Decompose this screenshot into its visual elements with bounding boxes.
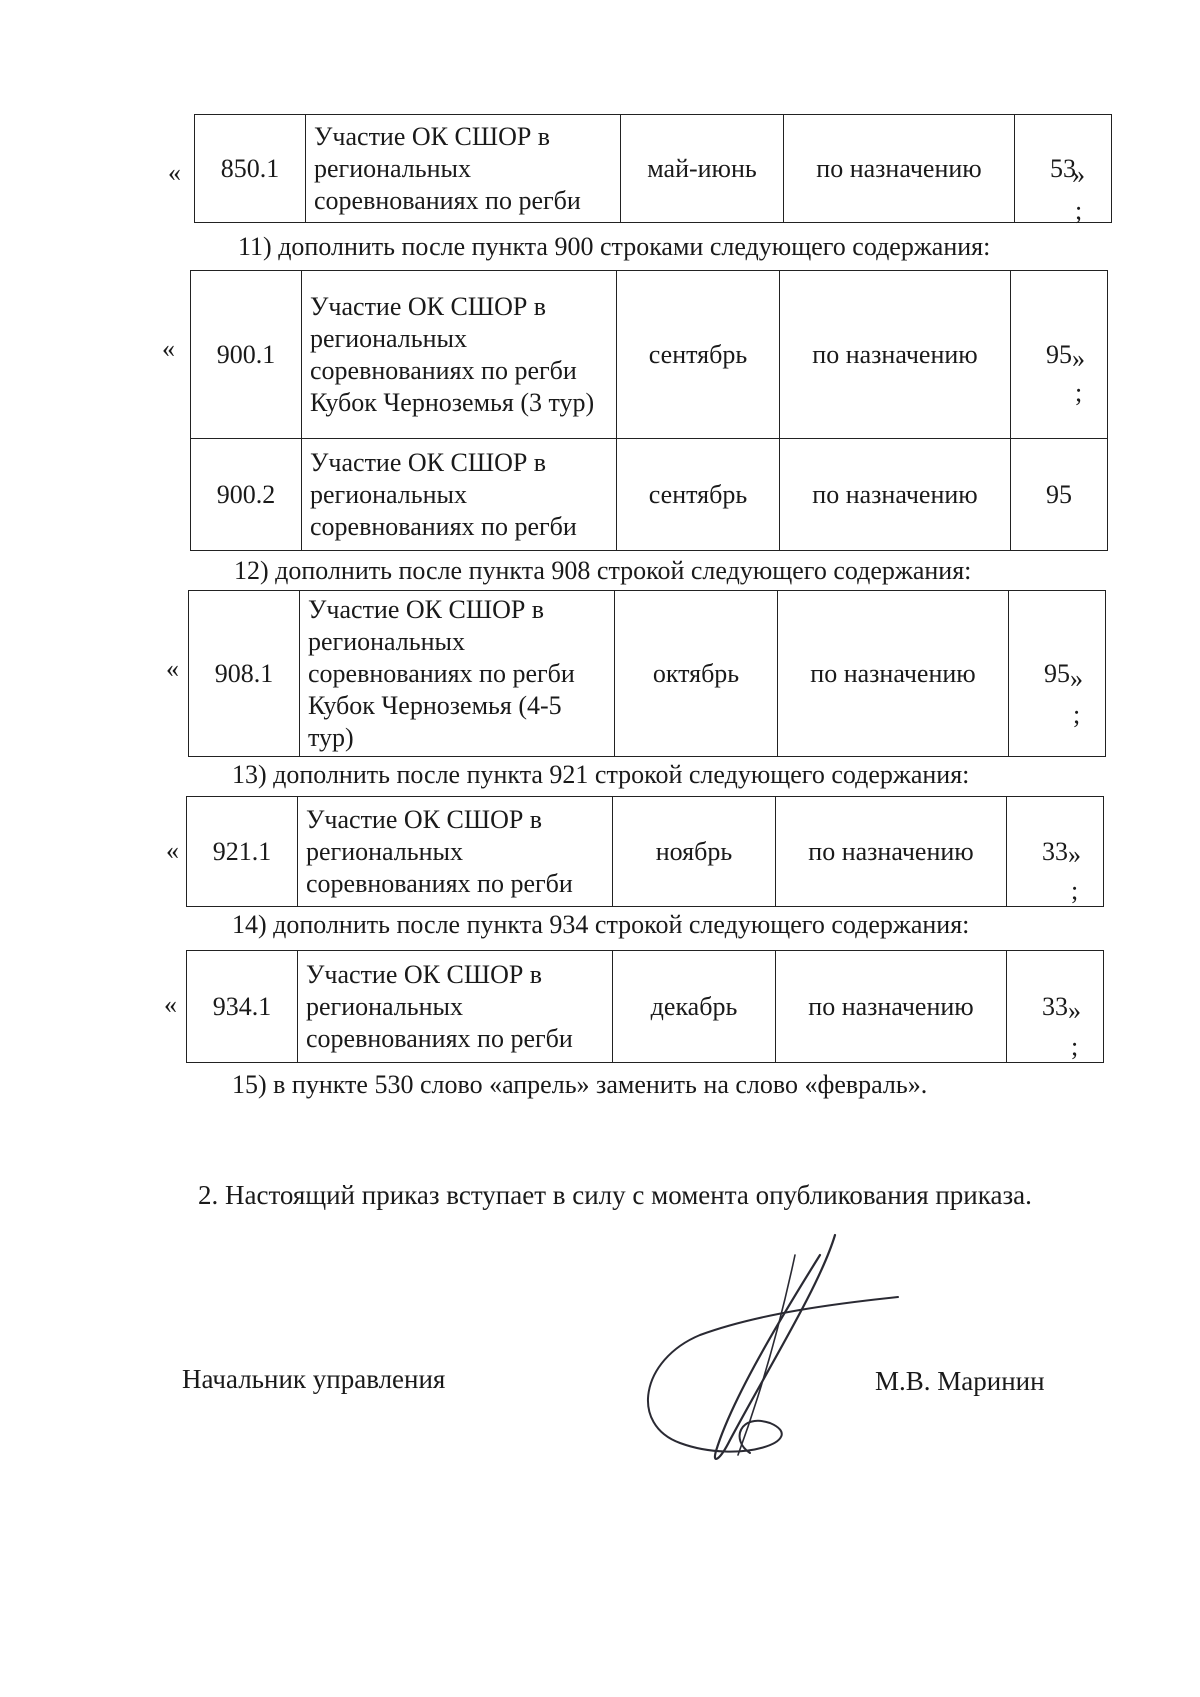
- event-quantity: 95: [1009, 591, 1106, 757]
- table-row: [195, 115, 1112, 223]
- event-executor: по назначению: [780, 439, 1011, 551]
- table-row: [187, 797, 1104, 907]
- event-period: ноябрь: [613, 797, 776, 907]
- table-921: [186, 796, 1104, 907]
- event-quantity: 33: [1007, 951, 1104, 1063]
- close-quote: »: [1072, 160, 1085, 189]
- close-quote: »: [1070, 664, 1083, 693]
- event-period: октябрь: [615, 591, 778, 757]
- row-number: 908.1: [189, 591, 300, 757]
- row-number: 850.1: [195, 115, 306, 223]
- amendment-table: [188, 590, 1106, 757]
- item-13-text: 13) дополнить после пункта 921 строкой следующего содержания:: [232, 760, 970, 789]
- event-executor: по назначению: [776, 797, 1007, 907]
- semicolon: ;: [1073, 700, 1081, 729]
- semicolon: ;: [1075, 378, 1083, 407]
- event-period: декабрь: [613, 951, 776, 1063]
- open-quote: «: [166, 836, 179, 865]
- row-number: 934.1: [187, 951, 298, 1063]
- handwritten-signature: [620, 1225, 910, 1475]
- event-name: Участие ОК СШОР в региональных соревнованиях по регби Кубок Черноземья (4-5 тур): [300, 591, 615, 757]
- semicolon: ;: [1075, 196, 1083, 225]
- signer-name: М.В. Маринин: [875, 1366, 1045, 1396]
- item-11-text: 11) дополнить после пункта 900 строками следующего содержания:: [238, 232, 991, 261]
- amendment-table: [190, 270, 1108, 551]
- close-quote: »: [1072, 344, 1085, 373]
- table-850: [194, 114, 1112, 223]
- open-quote: «: [166, 654, 179, 683]
- event-executor: по назначению: [778, 591, 1009, 757]
- table-row: [189, 591, 1106, 757]
- row-number: 900.1: [191, 271, 302, 439]
- table-row: [191, 439, 1108, 551]
- open-quote: «: [162, 334, 175, 363]
- table-908: [188, 590, 1106, 757]
- amendment-table: [186, 950, 1104, 1063]
- open-quote: «: [164, 990, 177, 1019]
- event-period: май-июнь: [621, 115, 784, 223]
- event-name: Участие ОК СШОР в региональных соревнованиях по регби: [302, 439, 617, 551]
- table-900: [190, 270, 1108, 551]
- event-quantity: 33: [1007, 797, 1104, 907]
- row-number: 900.2: [191, 439, 302, 551]
- table-row: [191, 271, 1108, 439]
- event-quantity: 95: [1011, 271, 1108, 439]
- event-period: сентябрь: [617, 439, 780, 551]
- event-quantity: 95: [1011, 439, 1108, 551]
- open-quote: «: [168, 158, 181, 187]
- event-name: Участие ОК СШОР в региональных соревнованиях по регби Кубок Черноземья (3 тур): [302, 271, 617, 439]
- event-executor: по назначению: [784, 115, 1015, 223]
- event-name: Участие ОК СШОР в региональных соревнованиях по регби: [298, 797, 613, 907]
- close-quote: »: [1068, 840, 1081, 869]
- row-number: 921.1: [187, 797, 298, 907]
- item-12-text: 12) дополнить после пункта 908 строкой следующего содержания:: [234, 556, 972, 585]
- table-934: [186, 950, 1104, 1063]
- semicolon: ;: [1071, 876, 1079, 905]
- event-name: Участие ОК СШОР в региональных соревнованиях по регби: [306, 115, 621, 223]
- item-14-text: 14) дополнить после пункта 934 строкой следующего содержания:: [232, 910, 970, 939]
- event-name: Участие ОК СШОР в региональных соревнованиях по регби: [298, 951, 613, 1063]
- amendment-table: [194, 114, 1112, 223]
- table-row: [187, 951, 1104, 1063]
- item-15-text: 15) в пункте 530 слово «апрель» заменить на слово «февраль».: [232, 1070, 928, 1099]
- close-quote: »: [1068, 996, 1081, 1025]
- signer-position: Начальник управления: [182, 1364, 446, 1394]
- event-executor: по назначению: [780, 271, 1011, 439]
- clause-2: 2. Настоящий приказ вступает в силу с момента опубликования приказа.: [198, 1180, 1032, 1210]
- amendment-table: [186, 796, 1104, 907]
- semicolon: ;: [1071, 1032, 1079, 1061]
- event-executor: по назначению: [776, 951, 1007, 1063]
- event-quantity: 53: [1015, 115, 1112, 223]
- event-period: сентябрь: [617, 271, 780, 439]
